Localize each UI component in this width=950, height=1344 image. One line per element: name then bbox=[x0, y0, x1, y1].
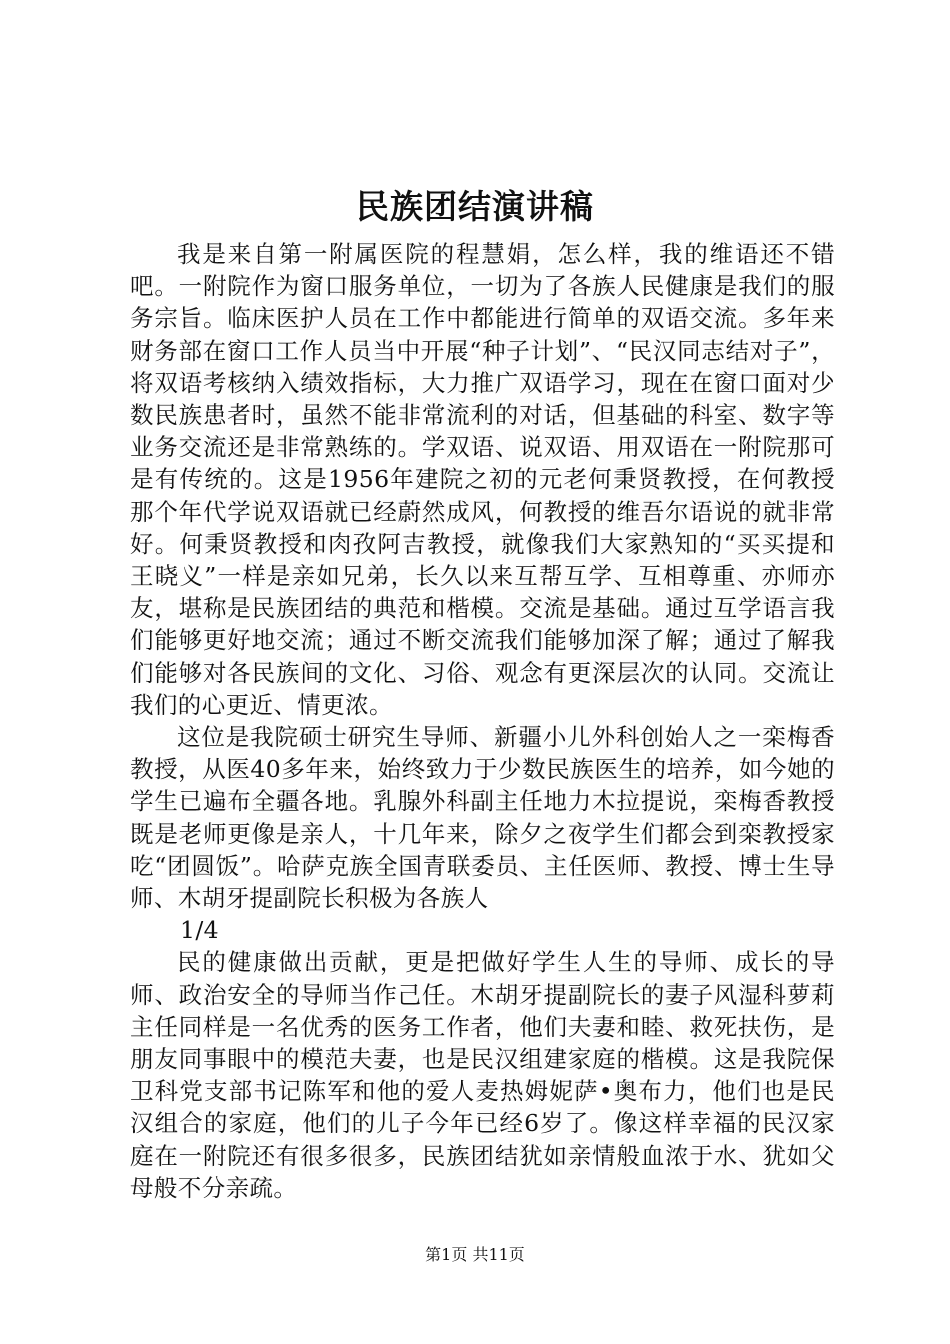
paragraph-2: 这位是我院硕士研究生导师、新疆小儿外科创始人之一栾梅香教授，从医40多年来，始终致力于少数民族医生的培养，如今她的学生已遍布全疆各地。乳腺外科副主任地力木拉提说，栾梅香教授既是老师更像是亲人，十几年来，除夕之夜学生们都会到栾教授家吃“团圆饭”。哈萨克族全国青联委员、主任医师、教授、博士生导师、木胡牙提副院长积极为各族人 bbox=[130, 723, 835, 913]
document-title: 民族团结演讲稿 bbox=[356, 187, 594, 226]
page-footer: 第1页 共11页 bbox=[425, 1245, 525, 1264]
paragraph-1: 我是来自第一附属医院的程慧娟，怎么样，我的维语还不错吧。一附院作为窗口服务单位，一切为了各族人民健康是我们的服务宗旨。临床医护人员在工作中都能进行简单的双语交流。多年来财务部在窗口工作人员当中开展“种子计划”、“民汉同志结对子”，将双语考核纳入绩效指标，大力推广双语学习，现在在窗口面对少数民族患者时，虽然不能非常流利的对话，但基础的科室、数字等业务交流还是非常熟练的。学双语、说双语、用双语在一附院那可是有传统的。这是1956年建院之初的元老何秉贤教授，在何教授那个年代学说双语就已经蔚然成风，何教授的维吾尔语说的就非常好。何秉贤教授和肉孜阿吉教授，就像我们大家熟知的“买买提和王晓义”一样是亲如兄弟，长久以来互帮互学、互相尊重、亦师亦友，堪称是民族团结的典范和楷模。交流是基础。通过互学语言我们能够更好地交流；通过不断交流我们能够加深了解；通过了解我们能够对各民族间的文化、习俗、观念有更深层次的认同。交流让我们的心更近、情更浓。 bbox=[130, 240, 835, 719]
inline-page-marker: 1/4 bbox=[180, 916, 220, 945]
document-body bbox=[130, 238, 835, 1204]
paragraph-3: 民的健康做出贡献，更是把做好学生人生的导师、成长的导师、政治安全的导师当作己任。木胡牙提副院长的妻子风湿科萝莉主任同样是一名优秀的医务工作者，他们夫妻和睦、救死扶伤，是朋友同事眼中的模范夫妻，也是民汉组建家庭的楷模。这是我院保卫科党支部书记陈军和他的爱人麦热姆妮萨•奥布力，他们也是民汉组合的家庭，他们的儿子今年已经6岁了。像这样幸福的民汉家庭在一附院还有很多很多，民族团结犹如亲情般血浓于水、犹如父母般不分亲疏。 bbox=[130, 948, 835, 1202]
